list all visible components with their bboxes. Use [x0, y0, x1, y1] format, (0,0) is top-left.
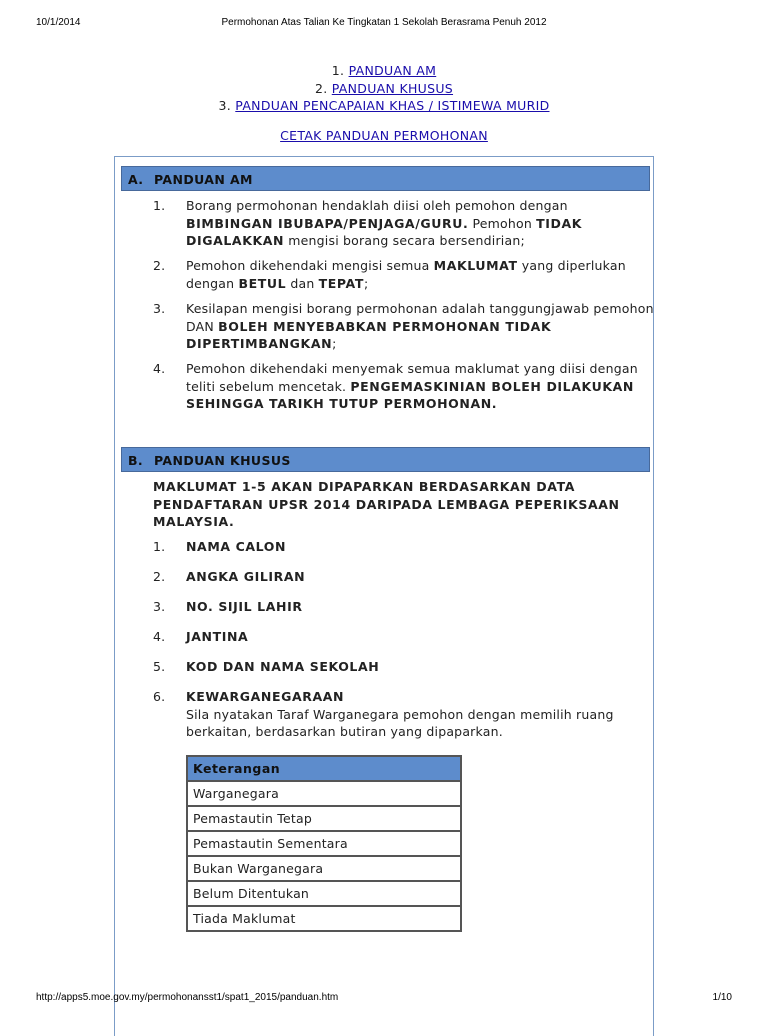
print-page-number: 1/10 [712, 992, 732, 1003]
item-number: 4. [153, 629, 166, 644]
table-cell: Warganegara [187, 781, 461, 806]
item-text: Pemohon dikehendaki mengisi semua MAKLUMAT yang diperlukan dengan BETUL dan TEPAT; [186, 258, 626, 291]
section-b-key: B. [128, 453, 144, 468]
section-a-header [121, 166, 650, 191]
item-number: 3. [153, 301, 166, 316]
section-b-header [121, 447, 650, 472]
item-label: JANTINA [186, 629, 249, 644]
item-number: 3. [153, 599, 166, 614]
item-number: 1. [153, 539, 166, 554]
table-row [187, 906, 461, 931]
print-url: http://apps5.moe.gov.my/permohonansst1/spat1_2015/panduan.htm [36, 992, 339, 1003]
item-label: ANGKA GILIRAN [186, 569, 306, 584]
table-cell: Bukan Warganegara [187, 856, 461, 881]
item-number: 5. [153, 659, 166, 674]
table-cell: Belum Ditentukan [187, 881, 461, 906]
item-number: 1. [153, 198, 166, 213]
citizenship-table [186, 755, 462, 932]
item-number: 2. [153, 569, 166, 584]
item-label: KEWARGANEGARAAN [186, 689, 345, 704]
toc-item [0, 62, 768, 80]
table-row [187, 831, 461, 856]
item-text: Borang permohonan hendaklah diisi oleh pemohon dengan BIMBINGAN IBUBAPA/PENJAGA/GURU. Pemohon TIDAK DIGALAKKAN mengisi borang secara bersendirian; [186, 198, 583, 248]
section-b-title: PANDUAN KHUSUS [154, 453, 291, 468]
toc-link-panduan-am[interactable]: PANDUAN AM [348, 63, 437, 78]
item-number: 6. [153, 689, 166, 704]
toc-num: 1. [331, 63, 345, 78]
table-row [187, 781, 461, 806]
table-cell: Pemastautin Sementara [187, 831, 461, 856]
table-cell: Tiada Maklumat [187, 906, 461, 931]
toc-item [0, 80, 768, 98]
table-cell: Pemastautin Tetap [187, 806, 461, 831]
item-label: NO. SIJIL LAHIR [186, 599, 303, 614]
item-number: 2. [153, 258, 166, 273]
toc-link-panduan-khusus[interactable]: PANDUAN KHUSUS [331, 80, 454, 96]
section-a-key: A. [128, 172, 144, 187]
toc-num: 2. [314, 80, 328, 96]
print-guide-link-wrap [0, 128, 768, 143]
toc-item [0, 97, 768, 115]
table-row [187, 856, 461, 881]
table-of-contents [0, 62, 768, 115]
toc-num: 3. [218, 98, 232, 113]
item-text: Kesilapan mengisi borang permohonan adalah tanggungjawab pemohon DAN BOLEH MENYEBABKAN PERMOHONAN TIDAK DIPERTIMBANGKAN; [186, 301, 654, 351]
toc-link-panduan-pencapaian[interactable]: PANDUAN PENCAPAIAN KHAS / ISTIMEWA MURID [235, 98, 550, 113]
print-guide-link[interactable]: CETAK PANDUAN PERMOHONAN [280, 128, 488, 143]
item-label: NAMA CALON [186, 539, 287, 554]
section-b-intro: MAKLUMAT 1-5 AKAN DIPAPARKAN BERDASARKAN DATA PENDAFTARAN UPSR 2014 DARIPADA LEMBAGA PEPERIKSAAN MALAYSIA. [153, 479, 620, 529]
table-row [187, 806, 461, 831]
item-description: Sila nyatakan Taraf Warganegara pemohon dengan memilih ruang berkaitan, berdasarkan butiran yang dipaparkan. [186, 706, 614, 739]
item-label: KOD DAN NAMA SEKOLAH [186, 659, 380, 674]
print-date: 10/1/2014 [36, 17, 81, 28]
table-header: Keterangan [187, 756, 461, 781]
section-a-title: PANDUAN AM [154, 172, 253, 187]
table-row [187, 881, 461, 906]
print-title: Permohonan Atas Talian Ke Tingkatan 1 Sekolah Berasrama Penuh 2012 [221, 17, 547, 28]
item-text: Pemohon dikehendaki menyemak semua maklumat yang diisi dengan teliti sebelum mencetak. PENGEMASKINIAN BOLEH DILAKUKAN SEHINGGA TARIKH TUTUP PERMOHONAN. [186, 361, 638, 411]
item-number: 4. [153, 361, 166, 376]
